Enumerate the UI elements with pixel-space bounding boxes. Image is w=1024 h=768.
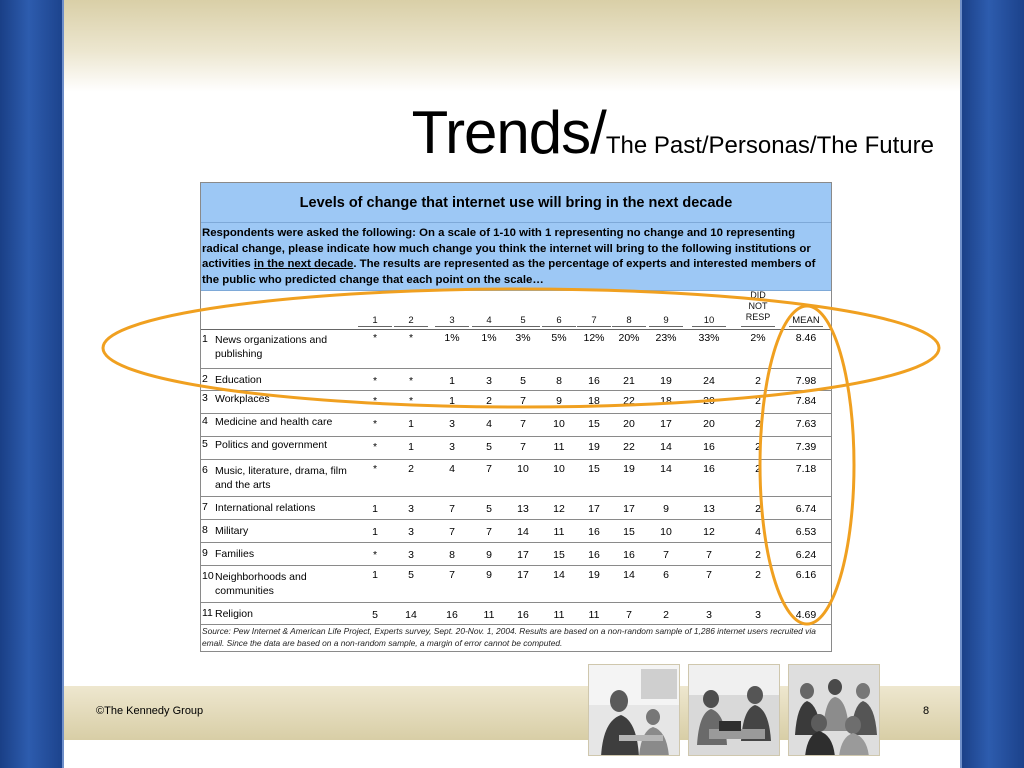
table-cell: 7 xyxy=(626,609,632,621)
table-cell: 7 xyxy=(449,526,455,538)
mean-cell: 6.24 xyxy=(795,549,817,561)
table-cell: 11 xyxy=(553,526,565,538)
table-cell: 2 xyxy=(408,463,414,475)
slide-title xyxy=(412,98,934,167)
table-row xyxy=(201,391,831,414)
row-number: 1 xyxy=(202,333,208,345)
intro-text-after: . The results are represented as the percentage of experts and interested members of the public who predicted change that each point on the scale… xyxy=(202,258,816,287)
table-cell: 13 xyxy=(703,503,715,515)
table-cell: 5 xyxy=(372,609,378,621)
table-cell: 15 xyxy=(623,526,635,538)
table-cell: 9 xyxy=(663,503,669,515)
row-label: Music, literature, drama, film and the arts xyxy=(215,465,347,491)
table-cell: 7 xyxy=(520,395,526,407)
column-header-underline xyxy=(741,326,775,327)
table-row xyxy=(201,369,831,391)
row-label: Medicine and health care xyxy=(215,416,333,428)
title-sub: The Past/Personas/The Future xyxy=(605,132,934,159)
table-cell: * xyxy=(372,441,378,453)
table-cell: 20 xyxy=(623,418,635,430)
page-number: 8 xyxy=(923,705,930,717)
row-label: Neighborhoods and communities xyxy=(215,571,307,597)
row-label: Politics and government xyxy=(215,439,328,451)
table-cell: 3 xyxy=(408,526,414,538)
column-header-underline xyxy=(435,326,469,327)
right-blue-bar xyxy=(960,0,1024,768)
table-cell: 3 xyxy=(706,609,712,621)
meeting-photo xyxy=(688,664,780,756)
table-cell: 2 xyxy=(755,441,761,453)
table-cell: 2% xyxy=(750,332,766,344)
column-header: 10 xyxy=(703,315,715,326)
table-cell: 1 xyxy=(408,441,414,453)
table-cell: 15 xyxy=(588,418,600,430)
table-cell: 11 xyxy=(553,609,565,621)
column-header-underline xyxy=(649,326,683,327)
column-header: 8 xyxy=(626,315,632,326)
table-cell: 5 xyxy=(408,569,414,581)
row-label: Workplaces xyxy=(215,393,270,405)
table-cell: * xyxy=(372,463,378,475)
table-cell: 10 xyxy=(553,418,565,430)
table-cell: 19 xyxy=(588,441,600,453)
row-label: Military xyxy=(215,525,249,537)
column-header: 9 xyxy=(663,315,669,326)
table-title: Levels of change that internet use will bring in the next decade xyxy=(201,183,831,223)
table-cell: 2 xyxy=(663,609,669,621)
row-number: 2 xyxy=(202,373,208,385)
table-cell: 20 xyxy=(703,418,715,430)
table-cell: 7 xyxy=(663,549,669,561)
table-cell: 21 xyxy=(623,375,635,387)
table-cell: 2 xyxy=(755,503,761,515)
row-number: 7 xyxy=(202,501,208,513)
table-cell: 2 xyxy=(486,395,492,407)
mean-cell: 6.74 xyxy=(795,503,817,515)
table-cell: 3 xyxy=(755,609,761,621)
table-cell: 14 xyxy=(623,569,635,581)
table-cell: 16 xyxy=(517,609,529,621)
table-cell: 4 xyxy=(755,526,761,538)
mean-cell: 7.39 xyxy=(795,441,817,453)
table-cell: 16 xyxy=(446,609,458,621)
table-cell: 9 xyxy=(486,549,492,561)
column-header: 3 xyxy=(449,315,455,326)
mean-cell: 4.69 xyxy=(795,609,817,621)
table-cell: 23% xyxy=(655,332,677,344)
table-cell: 7 xyxy=(486,526,492,538)
table-cell: 16 xyxy=(703,441,715,453)
table-cell: 15 xyxy=(553,549,565,561)
table-cell: 33% xyxy=(698,332,720,344)
row-number: 6 xyxy=(202,464,208,476)
table-cell: 18 xyxy=(588,395,600,407)
table-cell: 12 xyxy=(703,526,715,538)
table-cell: 2 xyxy=(755,418,761,430)
table-cell: 10 xyxy=(553,463,565,475)
table-cell: * xyxy=(408,375,414,387)
column-header: 1 xyxy=(372,315,378,326)
mean-cell: 7.84 xyxy=(795,395,817,407)
table-cell: * xyxy=(372,375,378,387)
column-header-underline xyxy=(789,326,823,327)
table-cell: 11 xyxy=(483,609,495,621)
table-cell: 3 xyxy=(408,503,414,515)
table-cell: 5% xyxy=(551,332,567,344)
survey-table xyxy=(200,182,832,652)
seated-audience-photo xyxy=(788,664,880,756)
top-decorative-band xyxy=(64,0,960,92)
row-number: 5 xyxy=(202,438,208,450)
table-cell: 17 xyxy=(588,503,600,515)
column-header-underline xyxy=(692,326,726,327)
column-header-underline xyxy=(577,326,611,327)
row-number: 4 xyxy=(202,415,208,427)
table-cell: 22 xyxy=(623,395,635,407)
mean-cell: 8.46 xyxy=(795,332,817,344)
table-cell: 3 xyxy=(449,441,455,453)
table-cell: 1 xyxy=(449,375,455,387)
table-cell: 1 xyxy=(372,526,378,538)
table-cell: 19 xyxy=(588,569,600,581)
column-header-underline xyxy=(358,326,392,327)
table-cell: 3 xyxy=(408,549,414,561)
table-cell: 14 xyxy=(553,569,565,581)
column-header-underline xyxy=(506,326,540,327)
table-cell: 2 xyxy=(755,569,761,581)
table-cell: 14 xyxy=(517,526,529,538)
mean-cell: 7.63 xyxy=(795,418,817,430)
column-header: 5 xyxy=(520,315,526,326)
table-cell: 15 xyxy=(588,463,600,475)
table-cell: 7 xyxy=(520,441,526,453)
row-number: 10 xyxy=(202,570,214,582)
table-cell: 16 xyxy=(623,549,635,561)
column-header-underline xyxy=(542,326,576,327)
table-row xyxy=(201,329,831,369)
table-cell: 2 xyxy=(755,395,761,407)
table-cell: 16 xyxy=(588,375,600,387)
table-cell: 6 xyxy=(663,569,669,581)
table-cell: 3% xyxy=(515,332,531,344)
table-cell: 9 xyxy=(486,569,492,581)
row-number: 11 xyxy=(202,607,213,619)
table-cell: 8 xyxy=(556,375,562,387)
table-cell: 7 xyxy=(706,569,712,581)
table-column-headers xyxy=(201,291,831,329)
table-cell: 1 xyxy=(408,418,414,430)
table-cell: * xyxy=(372,549,378,561)
table-cell: 12 xyxy=(553,503,565,515)
table-cell: 2 xyxy=(755,463,761,475)
table-cell: 8 xyxy=(449,549,455,561)
column-header: 2 xyxy=(408,315,414,326)
table-cell: 10 xyxy=(660,526,672,538)
mean-cell: 7.18 xyxy=(795,463,817,475)
table-cell: * xyxy=(408,332,414,344)
table-cell: 16 xyxy=(588,549,600,561)
table-row xyxy=(201,414,831,437)
column-header: MEAN xyxy=(792,315,820,326)
table-cell: 5 xyxy=(486,441,492,453)
row-number: 3 xyxy=(202,392,208,404)
column-header-underline xyxy=(394,326,428,327)
table-cell: 24 xyxy=(703,375,715,387)
table-cell: 7 xyxy=(520,418,526,430)
table-cell: 7 xyxy=(449,503,455,515)
row-label: International relations xyxy=(215,502,316,514)
table-row xyxy=(201,497,831,520)
table-cell: 5 xyxy=(486,503,492,515)
table-cell: 1% xyxy=(444,332,460,344)
row-number: 8 xyxy=(202,524,208,536)
table-cell: 1% xyxy=(481,332,497,344)
table-row xyxy=(201,460,831,497)
table-cell: * xyxy=(372,418,378,430)
column-header: 4 xyxy=(486,315,492,326)
intro-underlined: in the next decade xyxy=(253,258,354,271)
table-cell: 12% xyxy=(583,332,605,344)
table-cell: 7 xyxy=(486,463,492,475)
row-label: Education xyxy=(215,374,262,386)
intro-text-before: Respondents were asked the following: On a scale of 1-10 with 1 representing no change and 10 representing radical change, please indicate how much change you think the internet will bring to the following institutions or activities xyxy=(202,227,811,271)
table-cell: 3 xyxy=(449,418,455,430)
table-cell: * xyxy=(372,395,378,407)
mean-cell: 6.53 xyxy=(795,526,817,538)
table-cell: 4 xyxy=(449,463,455,475)
table-cell: 16 xyxy=(588,526,600,538)
row-number: 9 xyxy=(202,547,208,559)
table-intro xyxy=(201,223,831,291)
column-header-underline xyxy=(472,326,506,327)
table-cell: 18 xyxy=(660,395,672,407)
table-cell: 14 xyxy=(660,441,672,453)
mean-cell: 7.98 xyxy=(795,375,817,387)
table-cell: 1 xyxy=(449,395,455,407)
column-header-underline xyxy=(612,326,646,327)
table-cell: 2 xyxy=(755,375,761,387)
table-cell: 1 xyxy=(372,503,378,515)
table-cell: 10 xyxy=(517,463,529,475)
table-cell: 17 xyxy=(660,418,672,430)
title-main: Trends/ xyxy=(411,99,606,166)
table-cell: 14 xyxy=(405,609,417,621)
table-row xyxy=(201,543,831,566)
left-blue-bar xyxy=(0,0,64,768)
row-label: Religion xyxy=(215,608,253,620)
table-cell: 14 xyxy=(660,463,672,475)
table-cell: 1 xyxy=(372,569,378,581)
table-cell: 2 xyxy=(755,549,761,561)
table-row xyxy=(201,437,831,460)
table-row xyxy=(201,603,831,625)
column-header: 7 xyxy=(591,315,597,326)
column-header: 6 xyxy=(556,315,562,326)
table-cell: 22 xyxy=(623,441,635,453)
table-cell: 17 xyxy=(517,549,529,561)
row-label: News organizations and publishing xyxy=(215,334,328,360)
table-cell: 4 xyxy=(486,418,492,430)
column-header: DID NOT RESP xyxy=(745,290,771,322)
table-cell: 11 xyxy=(553,441,565,453)
table-cell: 7 xyxy=(449,569,455,581)
table-cell: 17 xyxy=(623,503,635,515)
table-cell: 5 xyxy=(520,375,526,387)
table-cell: 3 xyxy=(486,375,492,387)
table-cell: * xyxy=(372,332,378,344)
table-row xyxy=(201,566,831,603)
row-label: Families xyxy=(215,548,255,560)
right-edge-line xyxy=(960,0,962,768)
table-cell: 9 xyxy=(556,395,562,407)
table-row xyxy=(201,520,831,543)
table-cell: 11 xyxy=(588,609,600,621)
table-cell: * xyxy=(408,395,414,407)
mean-cell: 6.16 xyxy=(795,569,817,581)
table-cell: 16 xyxy=(703,463,715,475)
office-team-photo xyxy=(588,664,680,756)
table-cell: 7 xyxy=(706,549,712,561)
table-source-note: Source: Pew Internet & American Life Project, Experts survey, Sept. 20-Nov. 1, 2004. Results are based on a non-random sample of 1,286 internet users recruited via email. Since the data are based on a non-random sample, a margin of error cannot be computed. xyxy=(202,626,816,648)
table-cell: 13 xyxy=(517,503,529,515)
table-cell: 17 xyxy=(517,569,529,581)
table-cell: 20% xyxy=(618,332,640,344)
table-cell: 20 xyxy=(703,395,715,407)
copyright-text: ©The Kennedy Group xyxy=(96,705,204,717)
table-cell: 19 xyxy=(660,375,672,387)
table-cell: 19 xyxy=(623,463,635,475)
